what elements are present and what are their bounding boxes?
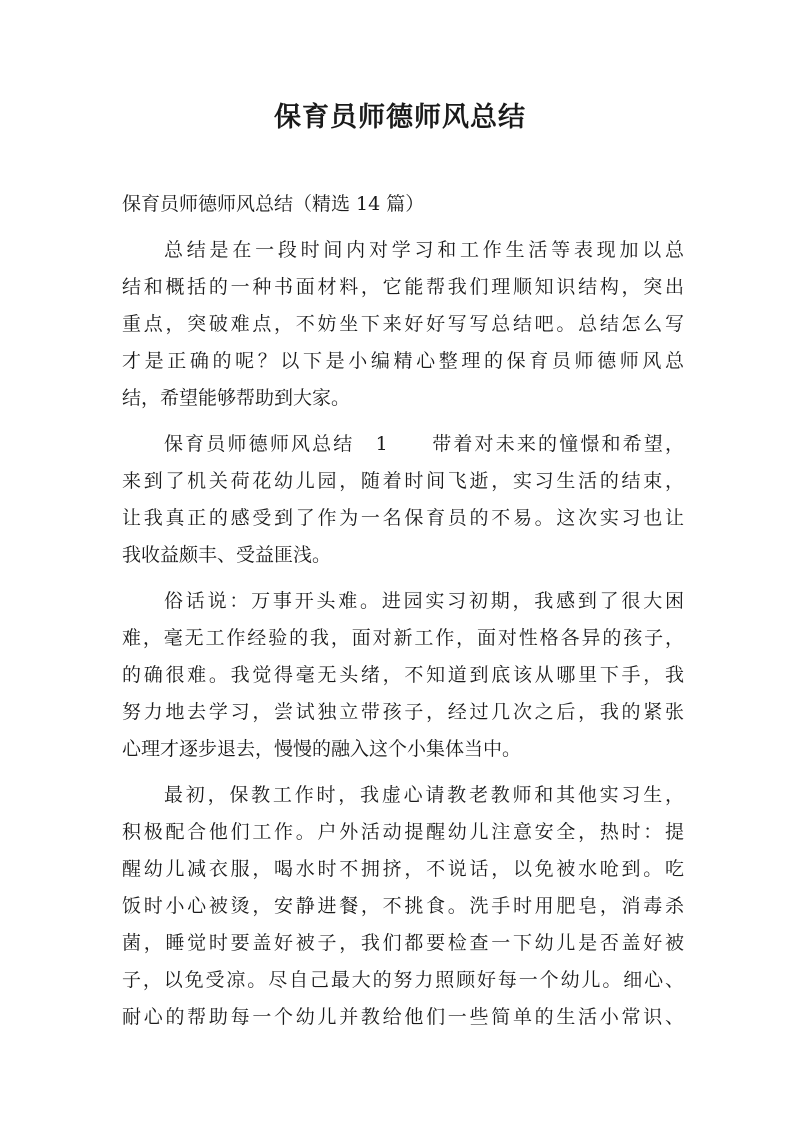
paragraph-proverb [122,583,684,768]
paragraph-gap [122,223,684,232]
paragraph-line: 的确很难。我觉得毫无头绪，不知道到底该从哪里下手，我 [122,664,684,686]
paragraph-line: 结，希望能够帮助到大家。 [122,387,351,409]
paragraph-initially [122,777,684,1036]
paragraph-gap [122,768,684,777]
paragraph-line: 让我真正的感受到了作为一名保育员的不易。这次实习也让 [122,507,684,529]
paragraph-line: 醒幼儿减衣服，喝水时不拥挤，不说话，以免被水呛到。吃 [122,858,684,880]
paragraph-line: 我收益颇丰、受益匪浅。 [122,544,332,566]
paragraph-line: 耐心的帮助每一个幼儿并教给他们一些简单的生活小常识、 [122,1006,684,1028]
document-title: 保育员师德师风总结 [274,102,526,133]
paragraph-gap [122,574,684,583]
paragraph-line: 饭时小心被烫，安静进餐，不挑食。洗手时用肥皂，消毒杀 [122,895,684,917]
document-subtitle: 保育员师德师风总结（精选 14 篇） [122,193,425,215]
paragraph-line: 子，以免受凉。尽自己最大的努力照顾好每一个幼儿。细心、 [122,969,684,991]
paragraph-line: 积极配合他们工作。户外活动提醒幼儿注意安全，热时：提 [122,821,684,843]
paragraph-line: 重点，突破难点，不妨坐下来好好写写总结吧。总结怎么写 [122,313,684,335]
paragraph-line: 结和概括的一种书面材料，它能帮我们理顺知识结构，突出 [122,276,684,298]
paragraph-line: 来到了机关荷花幼儿园，随着时间飞逝，实习生活的结束， [122,470,684,492]
document-body [122,186,684,1036]
paragraph-line: 才是正确的呢？以下是小编精心整理的保育员师德师风总 [122,350,684,372]
paragraph-section-1 [122,426,684,574]
paragraph-line: 努力地去学习，尝试独立带孩子，经过几次之后，我的紧张 [122,701,684,723]
paragraph-line: 菌，睡觉时要盖好被子，我们都要检查一下幼儿是否盖好被 [122,932,684,954]
paragraph-line: 总结是在一段时间内对学习和工作生活等表现加以总 [164,239,684,261]
paragraph-line: 俗话说：万事开头难。进园实习初期，我感到了很大困 [164,590,684,612]
paragraph-line: 心理才逐步退去，慢慢的融入这个小集体当中。 [122,738,522,760]
paragraph-line: 最初，保教工作时，我虚心请教老教师和其他实习生， [164,784,684,806]
paragraph-line: 保育员师德师风总结 1 带着对未来的憧憬和希望， [164,433,684,455]
paragraph-line: 难，毫无工作经验的我，面对新工作，面对性格各异的孩子， [122,627,684,649]
paragraph-gap [122,417,684,426]
paragraph-intro [122,232,684,417]
